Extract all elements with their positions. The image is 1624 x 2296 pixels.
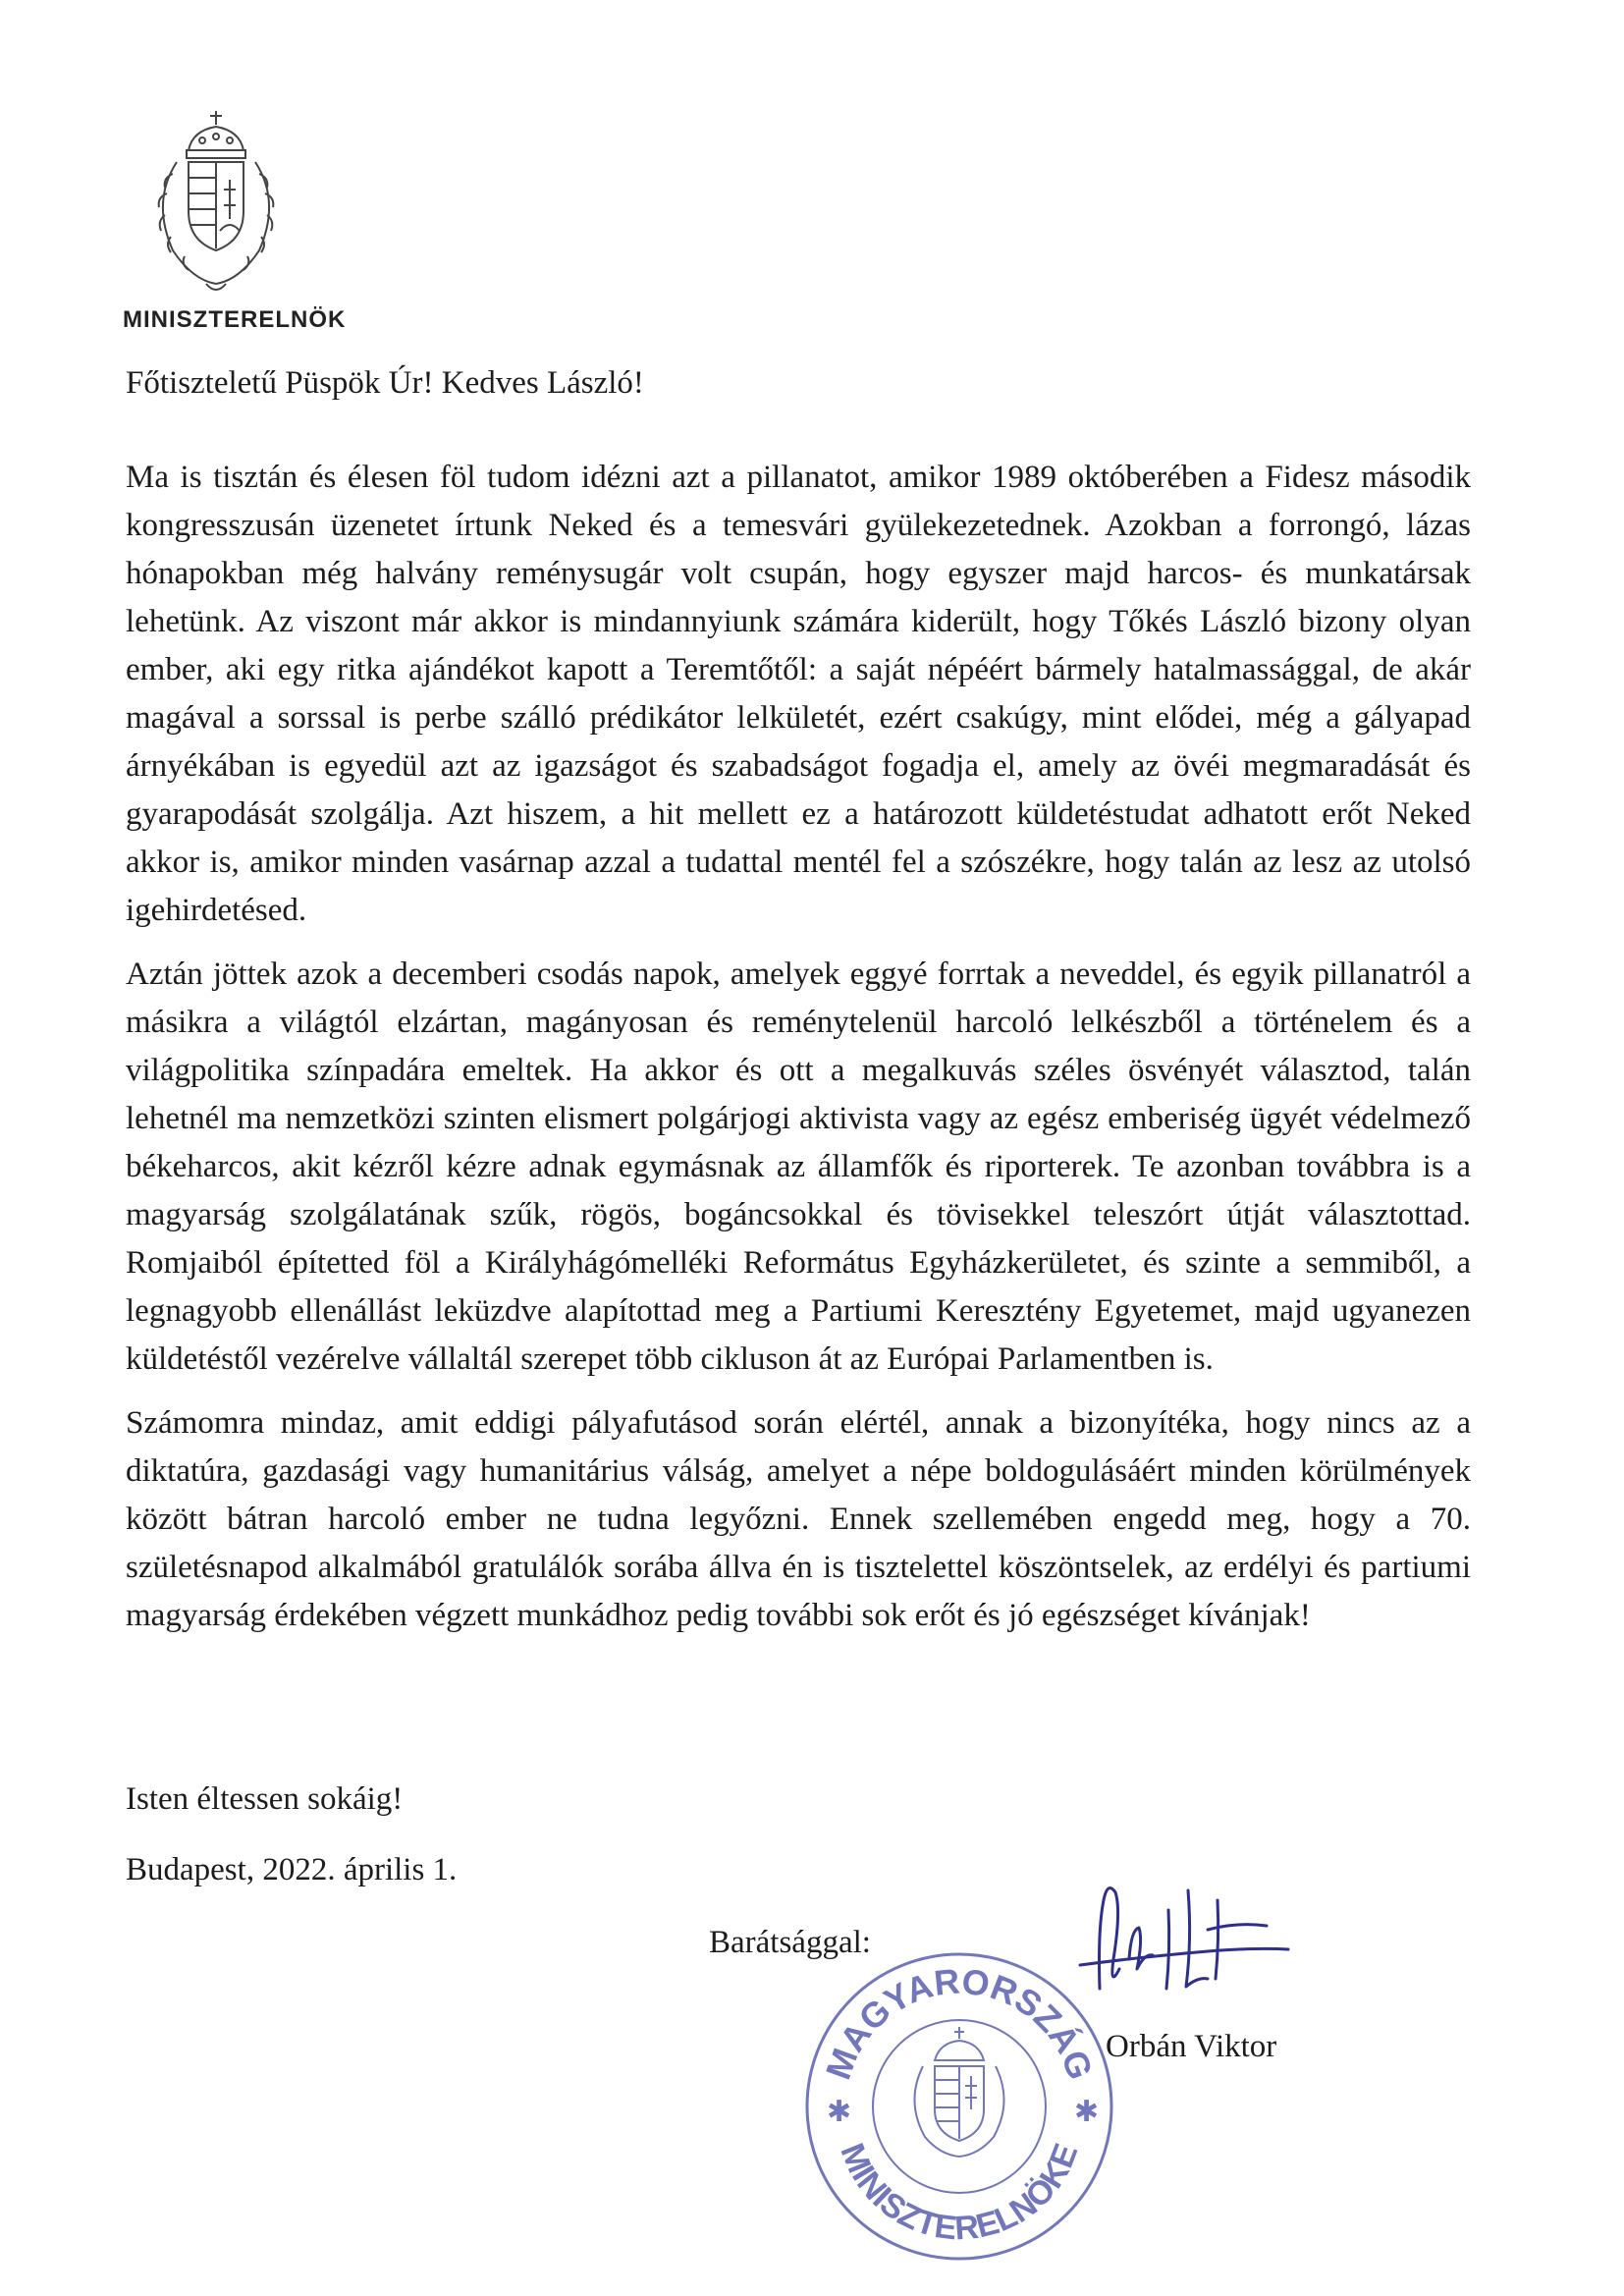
office-label: MINISZTERELNÖK: [123, 306, 347, 333]
dateline: Budapest, 2022. április 1.: [126, 1852, 458, 1887]
letter-paragraph: Aztán jöttek azok a decemberi csodás napok, amelyek eggyé forrtak a neveddel, és egyik pillanatról a másikra a világtól elzártan, magányosan és reménytelenül harcoló lelkészből a történelem és a világpolitika színpadára emeltek. Ha akkor és ott a megalkuvás széles ösvényét választod, talán lehetnél ma nemzetközi szinten elismert polgárjogi aktivista vagy az egész emberiség ügyét védelmező békeharcos, akit kézről kézre adnak egymásnak az államfők és riporterek. Te azonban továbbra is a magyarság szolgálatának szűk, rögös, bogáncsokkal és tövisekkel teleszórt útját választottad. Romjaiból építetted föl a Királyhágómelléki Református Egyházkerületet, és szinte a semmiből, a legnagyobb ellenállást leküzdve alapítottad meg a Partiumi Keresztény Egyetemet, majd ugyanezen küldetéstől vezérelve vállaltál szerepet több cikluson át az Európai Parlamentben is.: [126, 957, 1471, 1377]
seal-crest-icon: [914, 2027, 1003, 2157]
handwritten-signature-icon: [1060, 1871, 1296, 2018]
seal-bottom-text: MINISZTERELNÖKE: [833, 2138, 1086, 2248]
seal-star-right-icon: ✱: [1074, 2096, 1100, 2128]
closing: Barátsággal:: [709, 1925, 871, 1960]
letter-paragraph: Számomra mindaz, amit eddigi pályafutásod során elértél, annak a bizonyítéka, hogy nincs az a diktatúra, gazdasági vagy humanitárius válság, amelyet a népe boldogulásáért minden körülmények között bátran harcoló ember ne tudna legyőzni. Ennek szellemében engedd meg, hogy a 70. születésnapod alkalmából gratulálók sorába állva én is tisztelettel köszöntselek, az erdélyi és partiumi magyarság érdekében végzett munkádhoz pedig további sok erőt és jó egészséget kívánjak!: [126, 1405, 1471, 1633]
seal-star-left-icon: ✱: [827, 2096, 852, 2128]
signer-name: Orbán Viktor: [1106, 2029, 1277, 2064]
seal-top-text: MAGYARORSZÁG: [817, 1960, 1102, 2085]
blessing: Isten éltessen sokáig!: [126, 1781, 404, 1817]
hungarian-coat-of-arms-icon: [137, 103, 295, 300]
letter-body: [126, 454, 1471, 1656]
salutation: Főtiszteletű Püspök Úr! Kedves László!: [126, 365, 644, 401]
letter-paragraph: Ma is tisztán és élesen föl tudom idézni azt a pillanatot, amikor 1989 októberében a Fidesz második kongresszusán üzenetet írtunk Neked és a temesvári gyülekezetednek. Azokban a forrongó, lázas hónapokban még halvány reménysugár volt csupán, hogy egyszer majd harcos- és munkatársak lehetünk. Az viszont már akkor is mindannyiunk számára kiderült, hogy Tőkés László bizony olyan ember, aki egy ritka ajándékot kapott a Teremtőtől: a saját népéért bármely hatalmassággal, de akár magával a sorssal is perbe szálló prédikátor lelkületét, ezért csakúgy, mint elődei, még a gályapad árnyékában is egyedül azt az igazságot és szabadságot fogadja el, amely az övéi megmaradását és gyarapodását szolgálja. Azt hiszem, a hit mellett ez a határozott küldetéstudat adhatott erőt Neked akkor is, amikor minden vasárnap azzal a tudattal mentél fel a szószékre, hogy talán az lesz az utolsó igehirdetésed.: [126, 460, 1471, 928]
